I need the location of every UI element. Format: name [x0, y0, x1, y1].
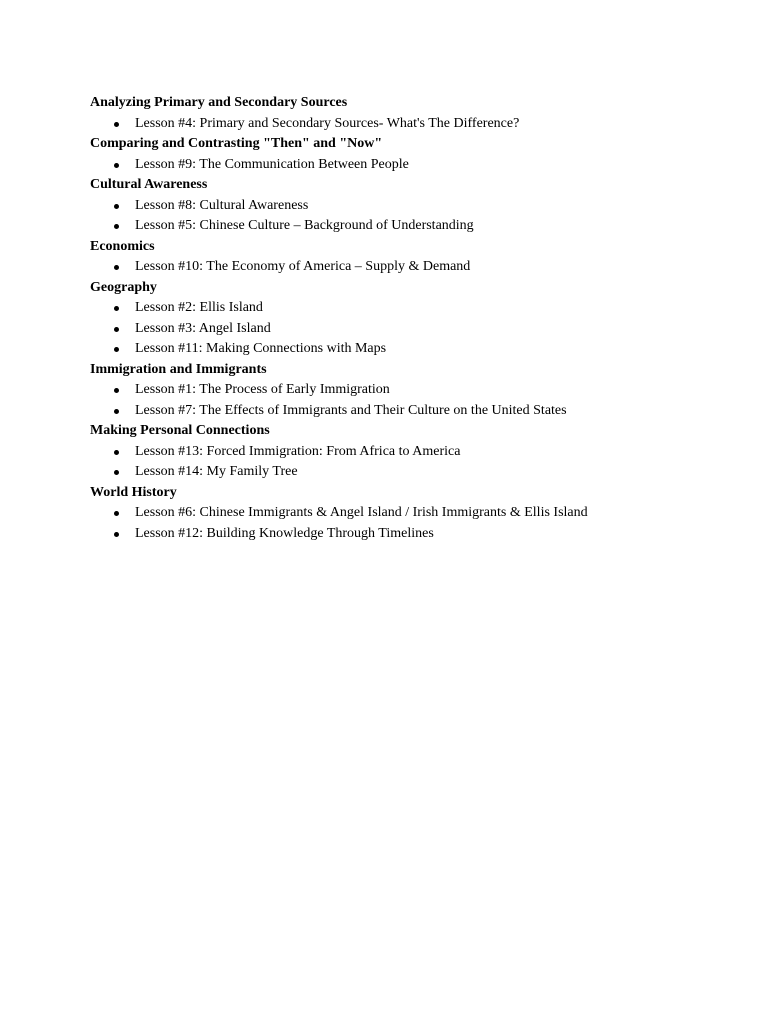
section-economics — [90, 237, 768, 278]
bullet-icon — [114, 470, 119, 475]
section-making-personal-connections — [90, 421, 768, 483]
lesson-item — [90, 380, 768, 401]
lesson-item — [90, 216, 768, 237]
section-heading: Geography — [90, 279, 157, 295]
section-cultural-awareness — [90, 175, 768, 237]
bullet-icon — [114, 122, 119, 127]
bullet-icon — [114, 450, 119, 455]
lesson-text: Lesson #2: Ellis Island — [135, 300, 263, 315]
lesson-item — [90, 319, 768, 340]
bullet-icon — [114, 265, 119, 270]
lesson-list — [90, 155, 768, 176]
lesson-item — [90, 196, 768, 217]
section-then-and-now — [90, 134, 768, 175]
lesson-text: Lesson #5: Chinese Culture – Background of Understanding — [135, 218, 474, 233]
bullet-icon — [114, 204, 119, 209]
lesson-text: Lesson #3: Angel Island — [135, 320, 271, 336]
bullet-icon — [114, 409, 119, 414]
bullet-icon — [114, 327, 119, 332]
lesson-list — [90, 442, 768, 483]
lesson-text: Lesson #9: The Communication Between People — [135, 156, 409, 172]
bullet-icon — [114, 347, 119, 352]
lesson-text: Lesson #1: The Process of Early Immigration — [135, 382, 390, 397]
bullet-icon — [114, 163, 119, 168]
bullet-icon — [114, 532, 119, 537]
section-heading: Analyzing Primary and Secondary Sources — [90, 95, 348, 110]
lesson-item — [90, 401, 768, 422]
section-heading: Comparing and Contrasting "Then" and "Now" — [90, 136, 383, 151]
section-heading: Immigration and Immigrants — [90, 361, 267, 377]
lesson-list — [90, 380, 768, 421]
lesson-item — [90, 462, 768, 483]
bullet-icon — [114, 388, 119, 393]
lesson-text: Lesson #10: The Economy of America – Supply & Demand — [135, 259, 471, 274]
lesson-text: Lesson #6: Chinese Immigrants & Angel Island / Irish Immigrants & Ellis Island — [135, 505, 588, 520]
lesson-item — [90, 155, 768, 176]
lesson-item — [90, 257, 768, 278]
bullet-icon — [114, 306, 119, 311]
section-primary-secondary-sources — [90, 93, 768, 134]
lesson-text: Lesson #12: Building Knowledge Through Timelines — [135, 525, 434, 541]
lesson-text: Lesson #14: My Family Tree — [135, 464, 298, 479]
bullet-icon — [114, 224, 119, 229]
section-immigration-and-immigrants — [90, 360, 768, 422]
section-geography — [90, 278, 768, 360]
lesson-item — [90, 298, 768, 319]
lesson-text: Lesson #7: The Effects of Immigrants and Their Culture on the United States — [135, 402, 567, 418]
section-heading: Economics — [90, 238, 155, 254]
lesson-list — [90, 503, 768, 544]
lesson-item — [90, 503, 768, 524]
lesson-list — [90, 257, 768, 278]
lesson-item — [90, 524, 768, 545]
lesson-list — [90, 114, 768, 135]
lesson-list — [90, 298, 768, 360]
lesson-item — [90, 114, 768, 135]
lesson-text: Lesson #11: Making Connections with Maps — [135, 341, 387, 356]
lesson-item — [90, 339, 768, 360]
bullet-icon — [114, 511, 119, 516]
lesson-text: Lesson #8: Cultural Awareness — [135, 197, 309, 213]
lesson-item — [90, 442, 768, 463]
section-world-history — [90, 483, 768, 545]
lesson-text: Lesson #13: Forced Immigration: From Africa to America — [135, 443, 461, 459]
section-heading: Making Personal Connections — [90, 423, 270, 438]
section-heading: Cultural Awareness — [90, 177, 208, 192]
lesson-list — [90, 196, 768, 237]
lesson-text: Lesson #4: Primary and Secondary Sources- What's The Difference? — [135, 115, 520, 131]
section-heading: World History — [90, 484, 177, 500]
